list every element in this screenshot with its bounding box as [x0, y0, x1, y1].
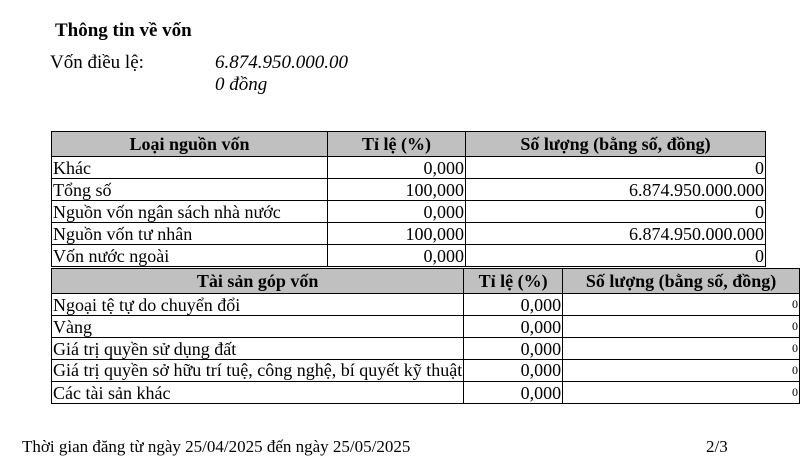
ratio-cell: 100,000 — [328, 223, 466, 245]
amount-cell: 6.874.950.000.000 — [466, 179, 766, 201]
amount-cell: 0 — [466, 157, 766, 179]
ratio-cell: 0,000 — [464, 338, 563, 360]
table-row — [52, 382, 800, 404]
source-name-cell: Nguồn vốn ngân sách nhà nước — [52, 201, 328, 223]
table-row — [52, 294, 800, 316]
source-name-cell: Vốn nước ngoài — [52, 245, 328, 267]
source-name-cell: Khác — [52, 157, 328, 179]
asset-name-cell: Ngoại tệ tự do chuyển đổi — [52, 294, 464, 316]
asset-name-cell: Các tài sản khác — [52, 382, 464, 404]
source-name-cell: Tổng số — [52, 179, 328, 201]
charter-capital-value-line1: 6.874.950.000.00 — [215, 52, 348, 73]
table-row — [52, 316, 800, 338]
asset-name-cell: Vàng — [52, 316, 464, 338]
table-header-row — [52, 269, 800, 294]
column-header-source-type: Loại nguồn vốn — [52, 132, 328, 157]
ratio-cell: 0,000 — [464, 360, 563, 382]
table-header-row — [52, 132, 766, 157]
page-number: 2/3 — [706, 437, 728, 456]
ratio-cell: 100,000 — [328, 179, 466, 201]
amount-cell: 0 — [466, 201, 766, 223]
table-row — [52, 360, 800, 382]
column-header-amount: Số lượng (bằng số, đồng) — [466, 132, 766, 157]
amount-cell: 0 — [563, 316, 800, 338]
amount-cell: 0 — [466, 245, 766, 267]
amount-cell: 0 — [563, 360, 800, 382]
table-row — [52, 179, 766, 201]
table-row — [52, 223, 766, 245]
charter-capital-value — [215, 52, 348, 96]
column-header-amount: Số lượng (bằng số, đồng) — [563, 269, 800, 294]
amount-cell: 0 — [563, 338, 800, 360]
table-row — [52, 157, 766, 179]
charter-capital-label: Vốn điều lệ: — [50, 52, 144, 73]
ratio-cell: 0,000 — [464, 382, 563, 404]
ratio-cell: 0,000 — [328, 157, 466, 179]
asset-name-cell: Giá trị quyền sử dụng đất — [52, 338, 464, 360]
ratio-cell: 0,000 — [328, 245, 466, 267]
source-name-cell: Nguồn vốn tư nhân — [52, 223, 328, 245]
section-title: Thông tin về vốn — [55, 20, 192, 41]
ratio-cell: 0,000 — [328, 201, 466, 223]
column-header-ratio: Tỉ lệ (%) — [464, 269, 563, 294]
table-row — [52, 245, 766, 267]
asset-name-cell: Giá trị quyền sở hữu trí tuệ, công nghệ, bí quyết kỹ thuật — [53, 360, 463, 380]
column-header-ratio: Tỉ lệ (%) — [328, 132, 466, 157]
table-row — [52, 201, 766, 223]
charter-capital-value-line2: 0 đồng — [215, 74, 268, 95]
table-row — [52, 338, 800, 360]
contributed-assets-table — [51, 268, 800, 404]
amount-cell: 0 — [563, 382, 800, 404]
capital-sources-table — [51, 131, 766, 267]
amount-cell: 0 — [563, 294, 800, 316]
registration-period: Thời gian đăng từ ngày 25/04/2025 đến ngày 25/05/2025 — [22, 437, 411, 456]
ratio-cell: 0,000 — [464, 316, 563, 338]
amount-cell: 6.874.950.000.000 — [466, 223, 766, 245]
ratio-cell: 0,000 — [464, 294, 563, 316]
column-header-asset-type: Tài sản góp vốn — [52, 269, 464, 294]
